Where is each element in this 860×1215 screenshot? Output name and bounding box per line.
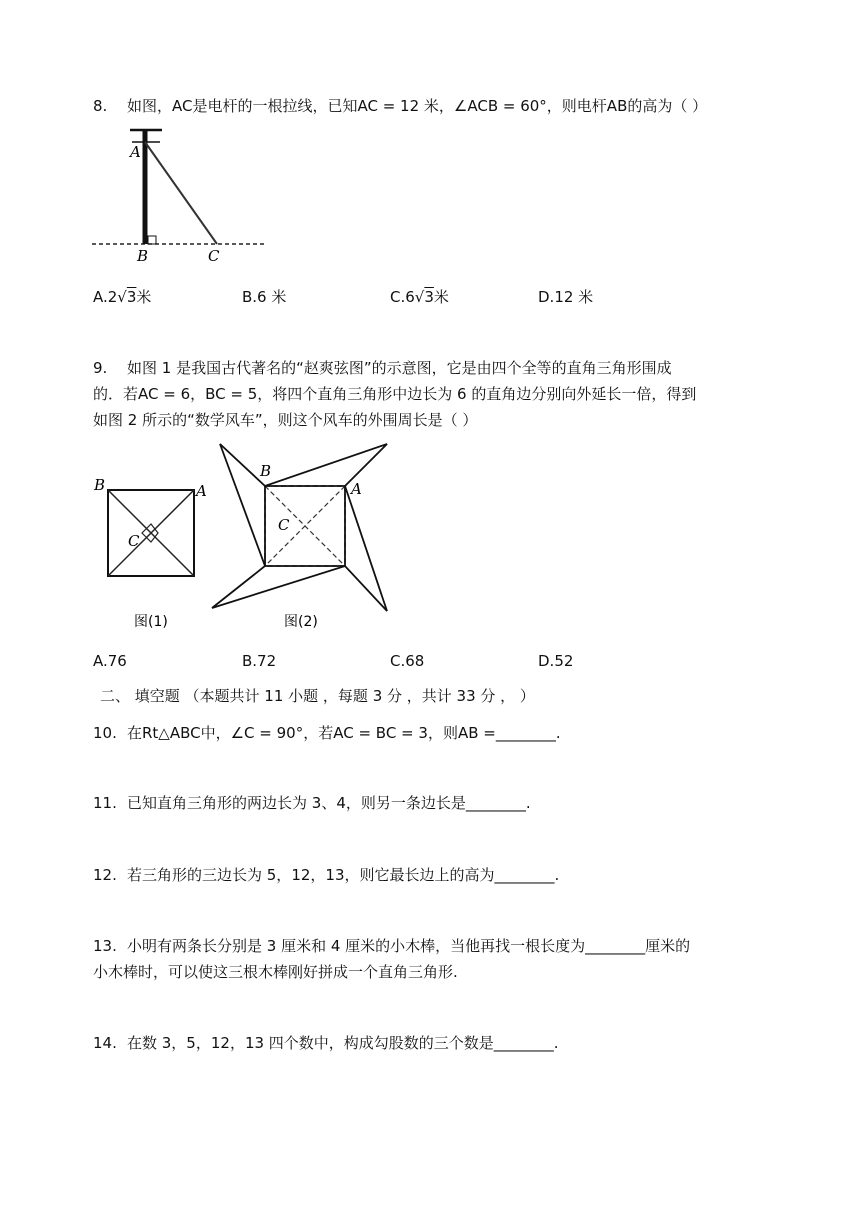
q9-option-b[interactable]: B.72 — [242, 652, 277, 670]
q9-text-line1: 如图 1 是我国古代著名的“赵爽弦图”的示意图，它是由四个全等的直角三角形围成 — [127, 359, 672, 377]
q13-number: 13. — [93, 937, 117, 955]
q9-option-c[interactable]: C.68 — [390, 652, 425, 670]
q14-text: 在数 3，5，12，13 四个数中，构成勾股数的三个数是________. — [127, 1034, 559, 1052]
q8-option-c[interactable]: C.6√3米 — [390, 288, 449, 306]
q12 — [93, 864, 559, 886]
q12-text: 若三角形的三边长为 5，12，13，则它最长边上的高为________. — [127, 866, 560, 884]
q8-option-b[interactable]: B.6 米 — [242, 288, 287, 306]
q9-option-a[interactable]: A.76 — [93, 652, 127, 670]
q9-option-d[interactable]: D.52 — [538, 652, 574, 670]
label-c: C — [208, 247, 220, 265]
label-b: B — [137, 247, 149, 265]
fig2-label-b: B — [260, 462, 272, 480]
section-2-heading: 二、 填空题 （本题共计 11 小题 ，每题 3 分 ，共计 33 分 ， ） — [100, 687, 535, 705]
q9-stem-line3: 如图 2 所示的“数学风车”，则这个风车的外围周长是（ ） — [93, 411, 478, 429]
q9-stem-line2: 的．若AC = 6，BC = 5，将四个直角三角形中边长为 6 的直角边分别向外延长一倍，得到 — [93, 385, 697, 403]
label-a: A — [130, 143, 141, 161]
q10 — [93, 722, 561, 744]
q13-text-line1: 小明有两条长分别是 3 厘米和 4 厘米的小木棒，当他再找一根长度为________厘米的 — [127, 937, 691, 955]
q11-number: 11. — [93, 794, 117, 812]
q11-text: 已知直角三角形的两边长为 3、4，则另一条边长是________. — [127, 794, 531, 812]
q8-text: 如图，AC是电杆的一根拉线，已知AC = 12 米，∠ACB = 60°，则电杆AB的高为（ ） — [127, 97, 708, 115]
fig1-caption: 图(1) — [134, 614, 168, 630]
q14 — [93, 1032, 559, 1054]
q13-line2: 小木棒时，可以使这三根木棒刚好拼成一个直角三角形. — [93, 963, 458, 981]
fig2-windmill-outline — [212, 444, 387, 611]
fig2-caption: 图(2) — [284, 614, 318, 630]
fig1-label-a: A — [196, 482, 207, 500]
q11 — [93, 792, 531, 814]
fig1-label-c: C — [128, 532, 140, 550]
fig2-label-c: C — [278, 516, 290, 534]
q8-number: 8. — [93, 97, 108, 115]
q12-number: 12. — [93, 866, 117, 884]
q10-number: 10. — [93, 724, 117, 742]
guy-wire-ac — [145, 142, 217, 244]
q13-line1 — [93, 935, 690, 957]
q8-figure — [88, 125, 273, 270]
q14-number: 14. — [93, 1034, 117, 1052]
right-angle-mark — [148, 236, 156, 244]
fig2-label-a: A — [351, 480, 362, 498]
q8-option-a[interactable]: A.2√3米 — [93, 288, 152, 306]
q8-option-d[interactable]: D.12 米 — [538, 288, 594, 306]
q9-number: 9. — [93, 359, 108, 377]
q10-text: 在Rt△ABC中，∠C = 90°，若AC = BC = 3，则AB =________. — [127, 724, 561, 742]
q8-stem — [93, 95, 707, 117]
fig1-label-b: B — [94, 476, 106, 494]
q9-figure-1 — [90, 470, 210, 635]
q9-stem-line1 — [93, 357, 672, 379]
q9-figure-2 — [210, 436, 392, 636]
